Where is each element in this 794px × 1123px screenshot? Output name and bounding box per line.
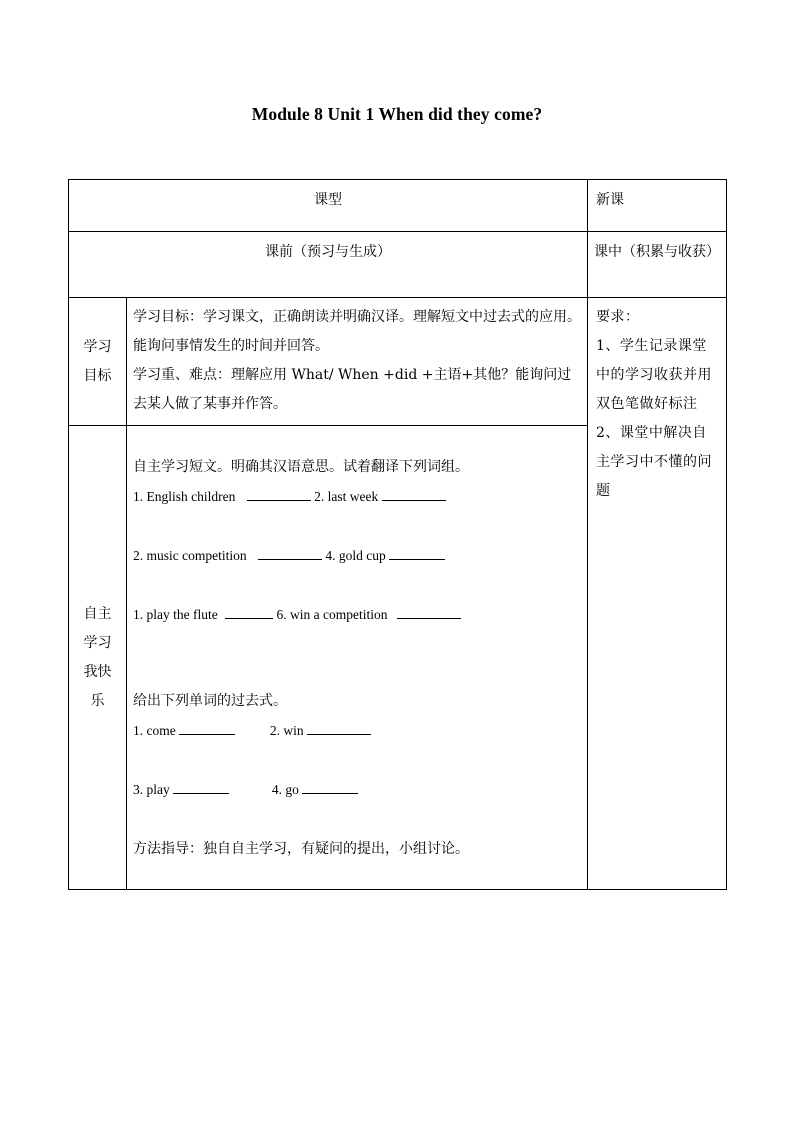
answer-blank[interactable] [389,546,445,560]
lesson-type-row [69,180,727,232]
verb-item: 4. go [271,782,299,797]
requirements-cell [588,298,727,890]
requirement-item-1: 1、学生记录课堂中的学习收获并用双色笔做好标注 [596,338,712,412]
phrase-row [133,604,581,626]
verb-item: 1. come [133,723,176,738]
self-study-content [127,426,588,890]
answer-blank[interactable] [179,721,235,735]
answer-blank[interactable] [307,721,371,735]
answer-blank[interactable] [247,487,311,501]
in-class-header: 课中（积累与收获） [588,232,727,298]
verb-row [133,720,581,742]
goals-text-2: 学习重、难点：理解应用 What/ When +did +主语+其他？能询问过去某人做了某事并作答。 [133,367,572,412]
self-study-label: 自主学习我快乐 [69,426,127,890]
past-tense-intro: 给出下列单词的过去式。 [133,693,287,709]
self-study-intro: 自主学习短文。明确其汉语意思。试着翻译下列词组。 [133,459,469,475]
lesson-type-value: 新课 [588,180,727,232]
page-title: Module 8 Unit 1 When did they come? [251,104,543,124]
phrase-item: 6. win a competition [276,607,388,622]
phrase-item: 2. music competition [133,548,247,563]
requirements-heading: 要求： [596,309,640,325]
requirement-item-2: 2、课堂中解决自主学习中不懂的问题 [596,425,712,499]
goals-label: 学习目标 [69,298,127,426]
pre-class-header: 课前（预习与生成） [69,232,588,298]
answer-blank[interactable] [258,546,322,560]
phrase-row [133,486,581,508]
verb-item: 2. win [269,723,304,738]
answer-blank[interactable] [302,780,358,794]
goals-content [127,298,588,426]
phrase-item: 2. last week [314,489,379,504]
section-header-row [69,232,727,298]
answer-blank[interactable] [225,605,273,619]
answer-blank[interactable] [382,487,446,501]
answer-blank[interactable] [397,605,461,619]
answer-blank[interactable] [173,780,229,794]
verb-row [133,779,581,801]
phrase-item: 1. English children [133,489,236,504]
phrase-item: 4. gold cup [325,548,386,563]
lesson-type-label: 课型 [69,180,588,232]
phrase-item: 1. play the flute [133,607,218,622]
goals-text-1: 学习目标：学习课文，正确朗读并明确汉译。理解短文中过去式的应用。能询问事情发生的时间并回答。 [133,309,581,354]
phrase-row [133,545,581,567]
verb-item: 3. play [133,782,170,797]
lesson-plan-table [68,179,727,890]
goals-row [69,298,727,426]
method-guidance: 方法指导：独自自主学习，有疑问的提出，小组讨论。 [133,841,469,857]
